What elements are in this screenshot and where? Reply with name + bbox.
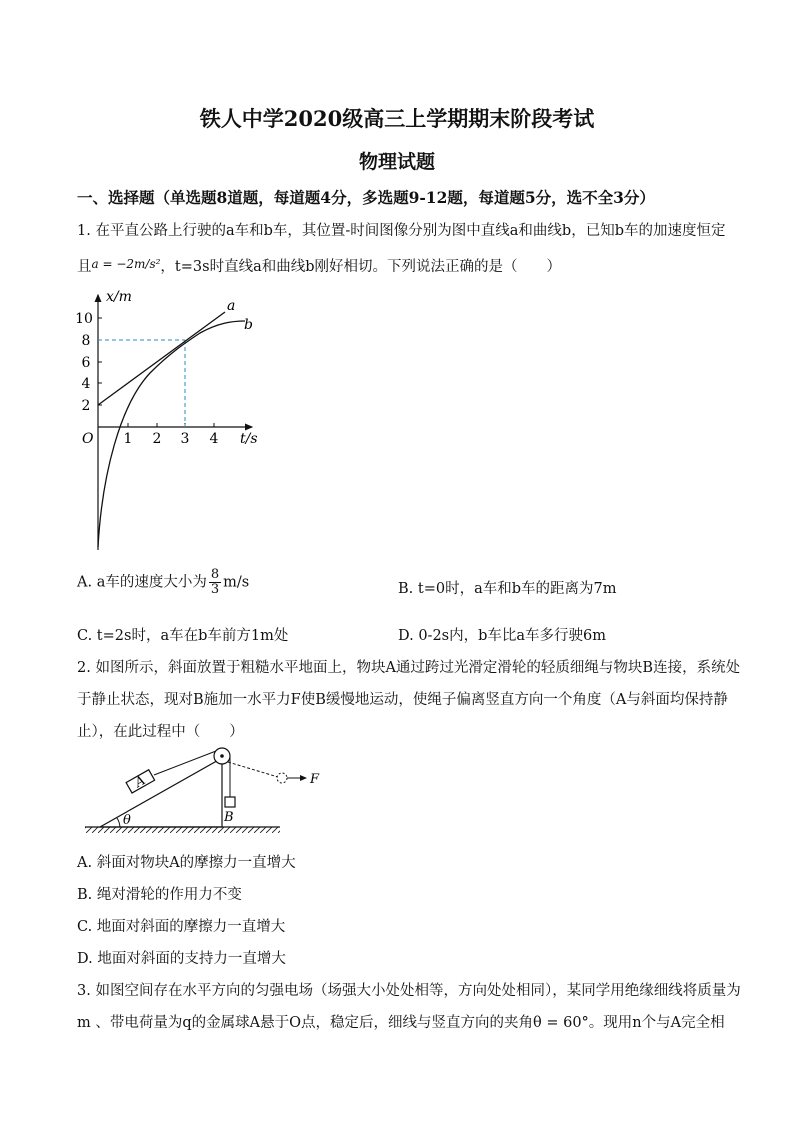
- fraction-denominator: 3: [210, 582, 220, 597]
- q1-option-a-text: A. a车的速度大小为: [77, 574, 207, 591]
- q2-option-c[interactable]: C. 地面对斜面的摩擦力一直增大: [77, 919, 286, 935]
- q1-line1: 1. 在平直公路上行驶的a车和b车，其位置-时间图像分别为图中直线a和曲线b，已知b车的加速度恒定: [77, 223, 726, 239]
- y-axis-label: x/m: [106, 289, 132, 305]
- page-subtitle: 物理试题: [358, 151, 435, 173]
- q2-line1: 2. 如图所示，斜面放置于粗糙水平地面上，物块A通过跨过光滑定滑轮的轻质细绳与物块B连接，系统处: [77, 660, 741, 676]
- q1-option-b[interactable]: B. t=0时，a车和b车的距离为7m: [398, 581, 617, 597]
- q1-option-a-unit: m/s: [223, 574, 250, 591]
- ground-hatch: [85, 827, 280, 833]
- fraction-numerator: 8: [210, 567, 220, 582]
- force-label: F: [310, 772, 320, 787]
- q1-option-c[interactable]: C. t=2s时，a车在b车前方1m处: [77, 628, 289, 644]
- q2-option-d[interactable]: D. 地面对斜面的支持力一直增大: [77, 951, 286, 967]
- x-axis-label: t/s: [240, 431, 258, 447]
- q2-incline-figure: [80, 743, 330, 835]
- q1-accel-expr: a = −2m/s²: [91, 257, 161, 271]
- q2-line3: 止），在此过程中（ ）: [77, 724, 244, 740]
- q2-line2: 于静止状态，现对B施加一水平力F使B缓慢地运动，使绳子偏离竖直方向一个角度（A与斜面均保持静: [77, 692, 728, 708]
- incline: [100, 758, 222, 827]
- q1-option-a-fraction: [209, 568, 221, 597]
- q1-line2: [77, 255, 561, 276]
- y-tick-label: 4: [81, 376, 91, 392]
- x-tick-label: 2: [152, 431, 162, 447]
- page-title: 铁人中学2020级高三上学期期末阶段考试: [199, 106, 595, 131]
- q2-option-b[interactable]: B. 绳对滑轮的作用力不变: [77, 887, 242, 903]
- section-heading: 一、选择题（单选题8道题，每道题4分，多选题9-12题，每道题5分，选不全3分）: [77, 188, 655, 207]
- q1-line2-suffix: ，t=3s时直线a和曲线b刚好相切。下列说法正确的是（ ）: [160, 259, 561, 275]
- x-tick-label: 1: [123, 431, 133, 447]
- y-tick-label: 6: [81, 355, 91, 371]
- line-a-label: a: [227, 298, 236, 314]
- block-b: [225, 797, 235, 807]
- block-b-label: B: [224, 810, 234, 825]
- q3-line1: 3. 如图空间存在水平方向的匀强电场（场强大小处处相等，方向处处相同），某同学用绝缘细线将质量为: [77, 983, 741, 999]
- block-a-label: A: [132, 773, 149, 791]
- rope-deflected: [228, 762, 278, 777]
- theta-label: θ: [123, 813, 131, 828]
- q1-option-a[interactable]: [77, 568, 249, 597]
- y-tick-label: 10: [75, 311, 93, 327]
- rope-a: [154, 751, 216, 775]
- block-b-moved: [277, 773, 287, 783]
- y-tick-label: 8: [81, 333, 91, 349]
- q1-xt-graph: [75, 285, 270, 555]
- q1-option-d[interactable]: D. 0-2s内，b车比a车多行驶6m: [398, 628, 607, 644]
- x-tick-label: 4: [209, 431, 219, 447]
- q2-option-a[interactable]: A. 斜面对物块A的摩擦力一直增大: [77, 855, 296, 871]
- line-a: [98, 312, 225, 405]
- q1-line2-prefix: 且: [77, 259, 92, 275]
- curve-b-label: b: [244, 317, 253, 333]
- y-tick-label: 2: [81, 398, 91, 414]
- q3-line2: m 、带电荷量为q的金属球A悬于O点，稳定后，细线与竖直方向的夹角θ = 60°。现用n个与A完全相: [77, 1015, 725, 1031]
- curve-b: [98, 321, 245, 547]
- x-tick-label: 3: [180, 431, 190, 447]
- origin-label: O: [82, 431, 94, 447]
